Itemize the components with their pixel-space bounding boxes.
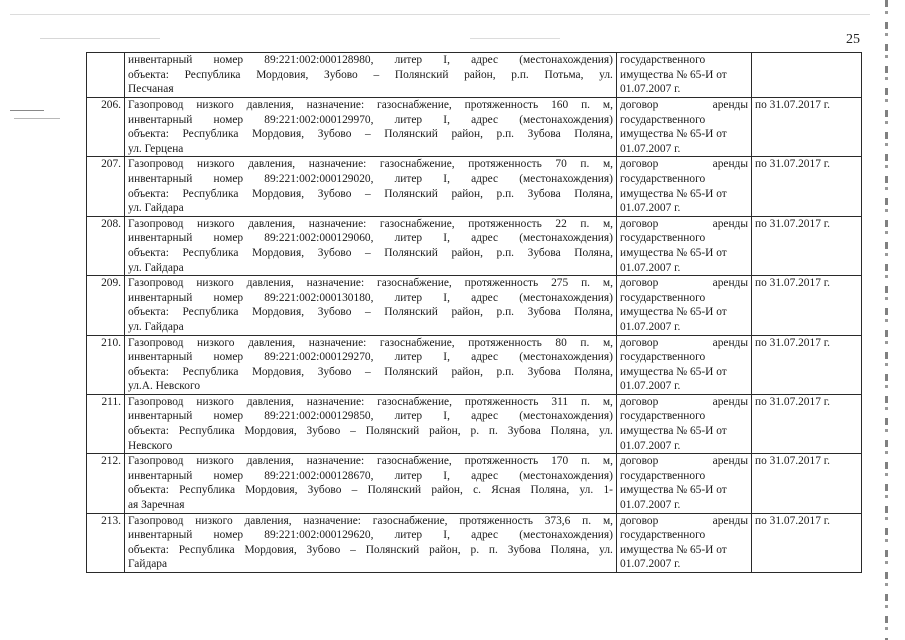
basis-line: имущества № 65-И от (620, 128, 727, 141)
lease-term: по 31.07.2017 г. (752, 394, 862, 453)
object-description (125, 276, 617, 335)
lease-basis (617, 98, 752, 157)
desc-line: инвентарный номер 89:221:002:000128670, литер I, адрес (местонахождения) (128, 469, 613, 482)
desc-line: ая Заречная (128, 499, 185, 512)
table-row (87, 454, 862, 513)
basis-line: договор аренды (620, 277, 748, 290)
desc-line: ул. Герцена (128, 142, 184, 155)
basis-line: 01.07.2007 г. (620, 261, 681, 274)
scan-noise-left (10, 110, 44, 111)
desc-line: Газопровод низкого давления, назначение: газоснабжение, протяженность 311 п. м, (128, 395, 613, 408)
scan-noise-top (10, 14, 870, 15)
desc-line: ул. Гайдара (128, 261, 184, 274)
basis-line: договор аренды (620, 395, 748, 408)
scan-edge-right (885, 0, 888, 640)
row-number: 211. (87, 394, 125, 453)
table-row-continued (87, 53, 862, 98)
basis-line: имущества № 65-И от (620, 484, 727, 497)
basis-line: имущества № 65-И от (620, 365, 727, 378)
basis-line: 01.07.2007 г. (620, 558, 681, 571)
desc-line: ул. Гайдара (128, 320, 184, 333)
object-description (125, 394, 617, 453)
lease-basis (617, 513, 752, 572)
object-description (125, 216, 617, 275)
basis-line: имущества № 65-И от (620, 543, 727, 556)
object-description (125, 513, 617, 572)
scan-noise-top-2 (40, 38, 160, 39)
property-registry-table (86, 52, 862, 573)
desc-line: объекта: Республика Мордовия, Зубово – Полянский район, р. п. Зубова Поляна, ул. (128, 543, 613, 556)
lease-term: по 31.07.2017 г. (752, 216, 862, 275)
basis-line: государственного (620, 113, 706, 126)
desc-line: инвентарный номер 89:221:002:000129620, литер I, адрес (местонахождения) (128, 529, 613, 542)
lease-basis (617, 394, 752, 453)
basis-line: 01.07.2007 г. (620, 499, 681, 512)
table-row (87, 276, 862, 335)
table-row (87, 216, 862, 275)
basis-line: государственного (620, 54, 706, 66)
lease-basis (617, 454, 752, 513)
row-number (87, 53, 125, 98)
basis-line: 01.07.2007 г. (620, 380, 681, 393)
lease-term: по 31.07.2017 г. (752, 157, 862, 216)
basis-line: имущества № 65-И от (620, 306, 727, 319)
desc-line: Газопровод низкого давления, назначение: газоснабжение, протяженность 160 п. м, (128, 99, 613, 111)
lease-term (752, 53, 862, 98)
desc-line: объекта: Республика Мордовия, Зубово – Полянский район, р. п. Зубова Поляна, ул. (128, 425, 613, 438)
desc-line: Газопровод низкого давления, назначение: газоснабжение, протяженность 22 п. м, (128, 217, 613, 230)
lease-basis (617, 335, 752, 394)
scan-noise-top-3 (470, 38, 560, 39)
object-description (125, 53, 617, 98)
desc-line: Газопровод низкого давления, назначение: газоснабжение, протяженность 373,6 п. м, (128, 514, 613, 527)
desc-line: ул. Гайдара (128, 202, 184, 215)
desc-line: Гайдара (128, 558, 168, 571)
row-number: 209. (87, 276, 125, 335)
basis-line: договор аренды (620, 514, 748, 527)
object-description (125, 335, 617, 394)
table-row (87, 394, 862, 453)
basis-line: имущества № 65-И от (620, 68, 727, 81)
row-number: 207. (87, 157, 125, 216)
basis-line: государственного (620, 351, 706, 364)
lease-basis (617, 216, 752, 275)
object-description (125, 98, 617, 157)
desc-line: Газопровод низкого давления, назначение: газоснабжение, протяженность 170 п. м, (128, 455, 613, 468)
lease-basis (617, 276, 752, 335)
basis-line: 01.07.2007 г. (620, 202, 681, 215)
lease-term: по 31.07.2017 г. (752, 98, 862, 157)
row-number: 210. (87, 335, 125, 394)
basis-line: государственного (620, 172, 706, 185)
basis-line: государственного (620, 529, 706, 542)
basis-line: договор аренды (620, 99, 748, 111)
desc-line: инвентарный номер 89:221:002:000129060, литер I, адрес (местонахождения) (128, 232, 613, 245)
desc-line: инвентарный номер 89:221:002:000130180, литер I, адрес (местонахождения) (128, 291, 613, 304)
lease-term: по 31.07.2017 г. (752, 335, 862, 394)
basis-line: 01.07.2007 г. (620, 320, 681, 333)
scan-noise-left-2 (14, 118, 60, 119)
table-row (87, 335, 862, 394)
desc-line: Невского (128, 439, 173, 452)
desc-line: объекта: Республика Мордовия, Зубово – Полянский район, р.п. Зубова Поляна, (128, 128, 613, 141)
desc-line: объекта: Республика Мордовия, Зубово – Полянский район, р.п. Зубова Поляна, (128, 187, 613, 200)
lease-term: по 31.07.2017 г. (752, 454, 862, 513)
table-row (87, 513, 862, 572)
desc-line: объекта: Республика Мордовия, Зубово – Полянский район, р.п. Зубова Поляна, (128, 306, 613, 319)
basis-line: государственного (620, 291, 706, 304)
desc-line: объекта: Республика Мордовия, Зубово – Полянский район, р.п. Потьма, ул. (128, 68, 613, 81)
lease-basis (617, 157, 752, 216)
lease-basis (617, 53, 752, 98)
row-number: 213. (87, 513, 125, 572)
basis-line: 01.07.2007 г. (620, 439, 681, 452)
basis-line: договор аренды (620, 455, 748, 468)
row-number: 212. (87, 454, 125, 513)
object-description (125, 454, 617, 513)
desc-line: Песчаная (128, 83, 174, 96)
lease-term: по 31.07.2017 г. (752, 276, 862, 335)
basis-line: 01.07.2007 г. (620, 142, 681, 155)
basis-line: государственного (620, 232, 706, 245)
basis-line: государственного (620, 410, 706, 423)
desc-line: инвентарный номер 89:221:002:000129970, литер I, адрес (местонахождения) (128, 113, 613, 126)
basis-line: договор аренды (620, 336, 748, 349)
desc-line: инвентарный номер 89:221:002:000129850, литер I, адрес (местонахождения) (128, 410, 613, 423)
basis-line: договор аренды (620, 158, 748, 171)
basis-line: договор аренды (620, 217, 748, 230)
desc-line: объекта: Республика Мордовия, Зубово – Полянский район, р.п. Зубова Поляна, (128, 365, 613, 378)
desc-line: объекта: Республика Мордовия, Зубово – Полянский район, р.п. Зубова Поляна, (128, 246, 613, 259)
registry-body (87, 53, 862, 573)
desc-line: объекта: Республика Мордовия, Зубово – Полянский район, с. Ясная Поляна, ул. 1- (128, 484, 613, 497)
desc-line: Газопровод низкого давления, назначение: газоснабжение, протяженность 70 п. м, (128, 158, 613, 171)
lease-term: по 31.07.2017 г. (752, 513, 862, 572)
row-number: 206. (87, 98, 125, 157)
desc-line: инвентарный номер 89:221:002:000128980, литер I, адрес (местонахождения) (128, 54, 613, 66)
row-number: 208. (87, 216, 125, 275)
object-description (125, 157, 617, 216)
desc-line: Газопровод низкого давления, назначение: газоснабжение, протяженность 275 п. м, (128, 277, 613, 290)
desc-line: Газопровод низкого давления, назначение: газоснабжение, протяженность 80 п. м, (128, 336, 613, 349)
desc-line: инвентарный номер 89:221:002:000129020, литер I, адрес (местонахождения) (128, 172, 613, 185)
page-number: 25 (846, 32, 860, 47)
basis-line: имущества № 65-И от (620, 246, 727, 259)
basis-line: имущества № 65-И от (620, 425, 727, 438)
desc-line: инвентарный номер 89:221:002:000129270, литер I, адрес (местонахождения) (128, 351, 613, 364)
table-row (87, 98, 862, 157)
basis-line: государственного (620, 469, 706, 482)
basis-line: 01.07.2007 г. (620, 83, 681, 96)
desc-line: ул.А. Невского (128, 380, 201, 393)
basis-line: имущества № 65-И от (620, 187, 727, 200)
table-row (87, 157, 862, 216)
